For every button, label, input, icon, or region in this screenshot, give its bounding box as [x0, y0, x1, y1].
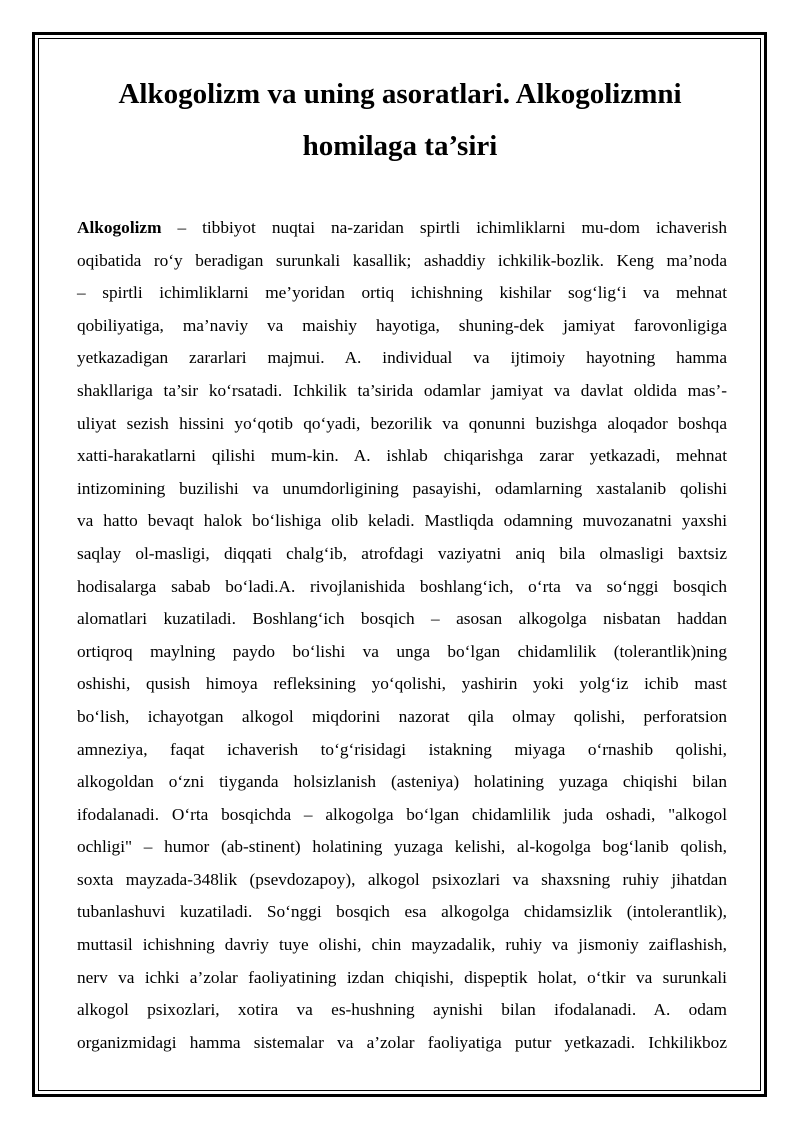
paragraph-line: xatti-harakatlarni qilishi mum-kin. A. ishlab chiqarishga zarar yetkazadi, mehnat [77, 446, 727, 466]
paragraph-line: yetkazadigan zararlari majmui. A. individual va ijtimoiy hayotning hamma [77, 348, 727, 368]
paragraph-line: – spirtli ichimliklarni me’yoridan ortiq ichishning kishilar sog‘lig‘i va mehnat [77, 283, 727, 303]
paragraph-line: uliyat sezish hissini yo‘qotib qo‘yadi, bezorilik va qonunni buzishga aloqador boshqa [77, 413, 727, 433]
paragraph-line: alkogoldan o‘zni tiyganda holsizlanish (asteniya) holatining yuzaga chiqishi bilan [77, 772, 727, 792]
paragraph-line [77, 212, 727, 245]
body-paragraph [77, 212, 727, 1059]
paragraph-line: hodisalarga sabab bo‘ladi.A. rivojlanishida boshlang‘ich, o‘rta va so‘nggi bosqich [77, 576, 727, 596]
paragraph-line: bo‘lish, ichayotgan alkogol miqdorini nazorat qila olmay qolishi, perforatsion [77, 706, 727, 726]
page-title [70, 68, 730, 172]
paragraph-line: nerv va ichki a’zolar faoliyatining izdan chiqishi, dispeptik holat, o‘tkir va surunkali [77, 967, 727, 987]
title-line-2: homilaga ta’siri [302, 130, 498, 162]
paragraph-line: oshishi, qusish himoya refleksining yo‘qolishi, yashirin yoki yolg‘iz ichib mast [77, 674, 727, 694]
paragraph-line: oqibatida ro‘y beradigan surunkali kasallik; ashaddiy ichkilik-bozlik. Keng ma’noda [77, 250, 727, 270]
paragraph-line: organizmidagi hamma sistemalar va a’zolar faoliyatiga putur yetkazadi. Ichkilikboz [77, 1032, 727, 1052]
paragraph-line: alomatlari kuzatiladi. Boshlang‘ich bosqich – asosan alkogolga nisbatan haddan [77, 609, 727, 629]
paragraph-line: soxta mayzada-348lik (psevdozapoy), alkogol psixozlari va shaxsning ruhiy jihatdan [77, 869, 727, 889]
paragraph-line: alkogol psixozlari, xotira va es-hushning aynishi bilan ifodalanadi. A. odam [77, 1000, 727, 1020]
term-alkogolizm: Alkogolizm [77, 218, 162, 237]
paragraph-line: ortiqroq maylning paydo bo‘lishi va unga bo‘lgan chidamlilik (tolerantlik)ning [77, 641, 727, 661]
paragraph-line: shakllariga ta’sir ko‘rsatadi. Ichkilik ta’sirida odamlar jamiyat va davlat oldida mas’- [77, 380, 727, 400]
paragraph-line: tubanlashuvi kuzatiladi. So‘nggi bosqich esa alkogolga chidamsizlik (intolerantlik), [77, 902, 727, 922]
paragraph-line-text: – tibbiyot nuqtai na-zaridan spirtli ichimliklarni mu-dom ichaverish [161, 218, 727, 237]
paragraph-line: qobiliyatiga, ma’naviy va maishiy hayotiga, shuning-dek jamiyat farovonligiga [77, 315, 727, 335]
paragraph-line: muttasil ichishning davriy tuye olishi, chin mayzadalik, ruhiy va jismoniy zaiflashish, [77, 935, 727, 955]
title-line-1: Alkogolizm va uning asoratlari. Alkogolizmni [118, 78, 682, 110]
paragraph-line: amneziya, faqat ichaverish to‘g‘risidagi istakning miyaga o‘rnashib qolishi, [77, 739, 727, 759]
paragraph-line: intizomining buzilishi va unumdorligining pasayishi, odamlarning xastalanib qolishi [77, 478, 727, 498]
paragraph-line: saqlay ol-masligi, diqqati chalg‘ib, atrofdagi vaziyatni aniq bila olmasligi baxtsiz [77, 543, 727, 563]
paragraph-line: ochligi" – humor (ab-stinent) holatining yuzaga kelishi, al-kogolga bog‘lanib qolish, [77, 837, 727, 857]
paragraph-line: ifodalanadi. O‘rta bosqichda – alkogolga bo‘lgan chidamlilik juda oshadi, "alkogol [77, 804, 727, 824]
paragraph-line: va hatto bevaqt halok bo‘lishiga olib keladi. Mastliqda odamning muvozanatni yaxshi [77, 511, 727, 531]
